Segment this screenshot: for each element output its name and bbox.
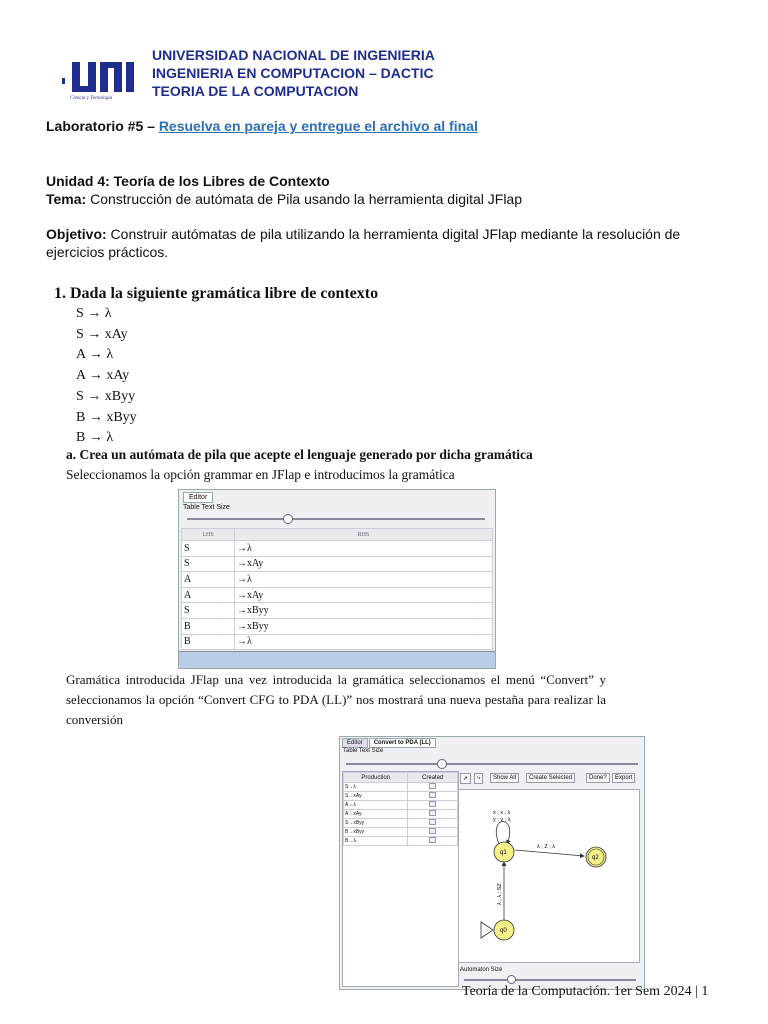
loop-q1 bbox=[496, 822, 509, 845]
lab-title-line bbox=[46, 118, 478, 134]
production-cell[interactable]: B→xByy bbox=[344, 828, 408, 837]
lab-title: Laboratorio #5 – bbox=[46, 118, 155, 134]
grammar-rule: A → λ bbox=[76, 347, 114, 363]
production-cell[interactable]: A→xAy bbox=[344, 810, 408, 819]
header-course: TEORIA DE LA COMPUTACION bbox=[152, 83, 359, 99]
edge-q1-q2 bbox=[515, 850, 584, 856]
objective-label: Objetivo: bbox=[46, 226, 107, 242]
loop-label-1: x ; x ; λ bbox=[493, 810, 511, 816]
production-cell[interactable]: S→λ bbox=[344, 783, 408, 792]
edge-q0-q1-label: λ ; λ ; SZ bbox=[497, 883, 503, 905]
start-arrow bbox=[481, 922, 493, 938]
conversion-paragraph: Gramática introducida JFlap una vez introducida la gramática seleccionamos el menú “Convert” y seleccionamos la opción “Convert CFG to PDA (LL)” nos mostrará una nueva pestaña para realizar la conversión bbox=[66, 672, 606, 727]
slider-knob[interactable] bbox=[437, 759, 447, 769]
lhs-cell[interactable]: B bbox=[182, 634, 235, 650]
pointer-tool-icon[interactable]: ➚ bbox=[460, 773, 471, 784]
state-q2-label: q2 bbox=[592, 855, 599, 861]
table-row[interactable] bbox=[344, 783, 458, 792]
tema-text: Construcción de autómata de Pila usando la herramienta digital JFlap bbox=[86, 191, 523, 207]
automaton-size-slider[interactable] bbox=[464, 979, 636, 981]
production-cell[interactable]: S→xByy bbox=[344, 819, 408, 828]
slider-knob[interactable] bbox=[507, 975, 516, 984]
production-cell[interactable]: S→xAy bbox=[344, 792, 408, 801]
lhs-cell[interactable]: B bbox=[182, 618, 235, 634]
lhs-cell[interactable]: S bbox=[182, 541, 235, 557]
rhs-cell[interactable]: →xAy bbox=[235, 556, 493, 572]
header-department: INGENIERIA EN COMPUTACION – DACTIC bbox=[152, 65, 434, 81]
slider-knob[interactable] bbox=[283, 514, 293, 524]
show-all-button[interactable]: Show All bbox=[490, 773, 519, 783]
created-checkbox[interactable] bbox=[429, 792, 436, 798]
objective-block bbox=[46, 225, 736, 261]
grammar-rule: B → λ bbox=[76, 430, 114, 446]
state-q1-label: q1 bbox=[500, 850, 507, 856]
edge-q1-q2-label: λ ; Z ; λ bbox=[537, 844, 556, 850]
lhs-cell[interactable]: S bbox=[182, 603, 235, 619]
loop-label-2: y ; y ; λ bbox=[493, 817, 511, 823]
tab-strip bbox=[342, 738, 437, 748]
automaton-toolbar bbox=[460, 771, 642, 787]
created-checkbox[interactable] bbox=[429, 801, 436, 807]
grammar-table bbox=[181, 528, 493, 650]
grammar-rule: S → xByy bbox=[76, 388, 136, 404]
grammar-rules bbox=[76, 304, 137, 449]
col-production: Production bbox=[344, 773, 408, 783]
production-table-panel bbox=[342, 771, 459, 987]
created-checkbox[interactable] bbox=[429, 828, 436, 834]
tema-label: Tema: bbox=[46, 191, 87, 207]
create-selected-button[interactable]: Create Selected bbox=[526, 773, 575, 783]
tab-editor[interactable]: Editor bbox=[183, 492, 213, 503]
objective-text: Construir autómatas de pila utilizando la herramienta digital JFlap mediante la resolución de ejercicios prácticos. bbox=[46, 226, 681, 260]
table-row[interactable] bbox=[344, 792, 458, 801]
rhs-cell[interactable]: →xByy bbox=[235, 618, 493, 634]
table-header-row bbox=[182, 529, 493, 541]
logo-tagline: Ciencia y Tecnología bbox=[70, 96, 113, 101]
lhs-cell[interactable]: S bbox=[182, 556, 235, 572]
state-q0-label: q0 bbox=[500, 928, 507, 934]
grammar-rule: B → xByy bbox=[76, 409, 137, 425]
lhs-cell[interactable]: A bbox=[182, 572, 235, 588]
grammar-intro: Seleccionamos la opción grammar en JFlap e introducimos la gramática bbox=[66, 467, 455, 482]
created-checkbox[interactable] bbox=[429, 783, 436, 789]
table-row[interactable] bbox=[344, 837, 458, 846]
table-size-label: Table Text Size bbox=[183, 504, 230, 511]
part-a-heading: a. Crea un autómata de pila que acepte el lenguaje generado por dicha gramática bbox=[66, 447, 533, 462]
rhs-cell[interactable]: →xByy bbox=[235, 603, 493, 619]
university-logo bbox=[62, 56, 148, 108]
created-checkbox[interactable] bbox=[429, 810, 436, 816]
header-block bbox=[152, 46, 435, 100]
rhs-cell[interactable]: →xAy bbox=[235, 587, 493, 603]
header-university: UNIVERSIDAD NACIONAL DE INGENIERIA bbox=[152, 47, 435, 63]
tema-line bbox=[46, 190, 522, 208]
rhs-cell[interactable]: →λ bbox=[235, 572, 493, 588]
automaton-size-label: Automaton Size bbox=[460, 967, 503, 973]
selected-empty-row[interactable] bbox=[179, 651, 495, 668]
tab-convert-pda[interactable]: Convert to PDA (LL) bbox=[369, 738, 436, 748]
table-row[interactable] bbox=[182, 556, 493, 572]
grammar-rule: A → xAy bbox=[76, 368, 130, 384]
rhs-cell[interactable]: →λ bbox=[235, 634, 493, 650]
automaton-canvas[interactable] bbox=[458, 789, 640, 963]
unit-block bbox=[46, 172, 522, 208]
table-size-slider[interactable] bbox=[187, 518, 485, 520]
table-row[interactable] bbox=[182, 541, 493, 557]
export-button[interactable]: Export bbox=[612, 773, 635, 783]
state-tool-icon[interactable]: ⤷ bbox=[474, 773, 483, 784]
tab-editor[interactable]: Editor bbox=[342, 738, 368, 748]
lhs-cell[interactable]: A bbox=[182, 587, 235, 603]
production-cell[interactable]: A→λ bbox=[344, 801, 408, 810]
done-button[interactable]: Done? bbox=[586, 773, 610, 783]
rhs-cell[interactable]: →λ bbox=[235, 541, 493, 557]
jflap-grammar-editor bbox=[178, 489, 496, 669]
exercise-heading: 1. Dada la siguiente gramática libre de contexto bbox=[54, 285, 379, 302]
jflap-conversion-window bbox=[339, 736, 645, 990]
table-row[interactable] bbox=[182, 618, 493, 634]
table-row[interactable] bbox=[182, 603, 493, 619]
col-rhs: RHS bbox=[235, 529, 493, 541]
table-row[interactable] bbox=[344, 819, 458, 828]
created-checkbox[interactable] bbox=[429, 837, 436, 843]
table-size-slider[interactable] bbox=[346, 763, 638, 765]
production-cell[interactable]: B→λ bbox=[344, 837, 408, 846]
col-created: Created bbox=[408, 773, 458, 783]
page-footer: Teoría de la Computación. 1er Sem 2024 | 1 bbox=[462, 984, 709, 999]
production-table bbox=[343, 772, 458, 846]
unit-title: Unidad 4: Teoría de los Libres de Contexto bbox=[46, 173, 330, 189]
instructions-link[interactable]: Resuelva en pareja y entregue el archivo al final bbox=[158, 118, 478, 134]
table-row[interactable] bbox=[344, 801, 458, 810]
table-row[interactable] bbox=[344, 828, 458, 837]
grammar-rule: S → λ bbox=[76, 306, 112, 321]
table-size-label: Table Text Size bbox=[343, 748, 384, 754]
table-row[interactable] bbox=[182, 572, 493, 588]
created-checkbox[interactable] bbox=[429, 819, 436, 825]
table-header-row bbox=[344, 773, 458, 783]
table-row[interactable] bbox=[182, 587, 493, 603]
table-row[interactable] bbox=[344, 810, 458, 819]
table-row[interactable] bbox=[182, 634, 493, 650]
col-lhs: LHS bbox=[182, 529, 235, 541]
grammar-rule: S → xAy bbox=[76, 326, 128, 342]
